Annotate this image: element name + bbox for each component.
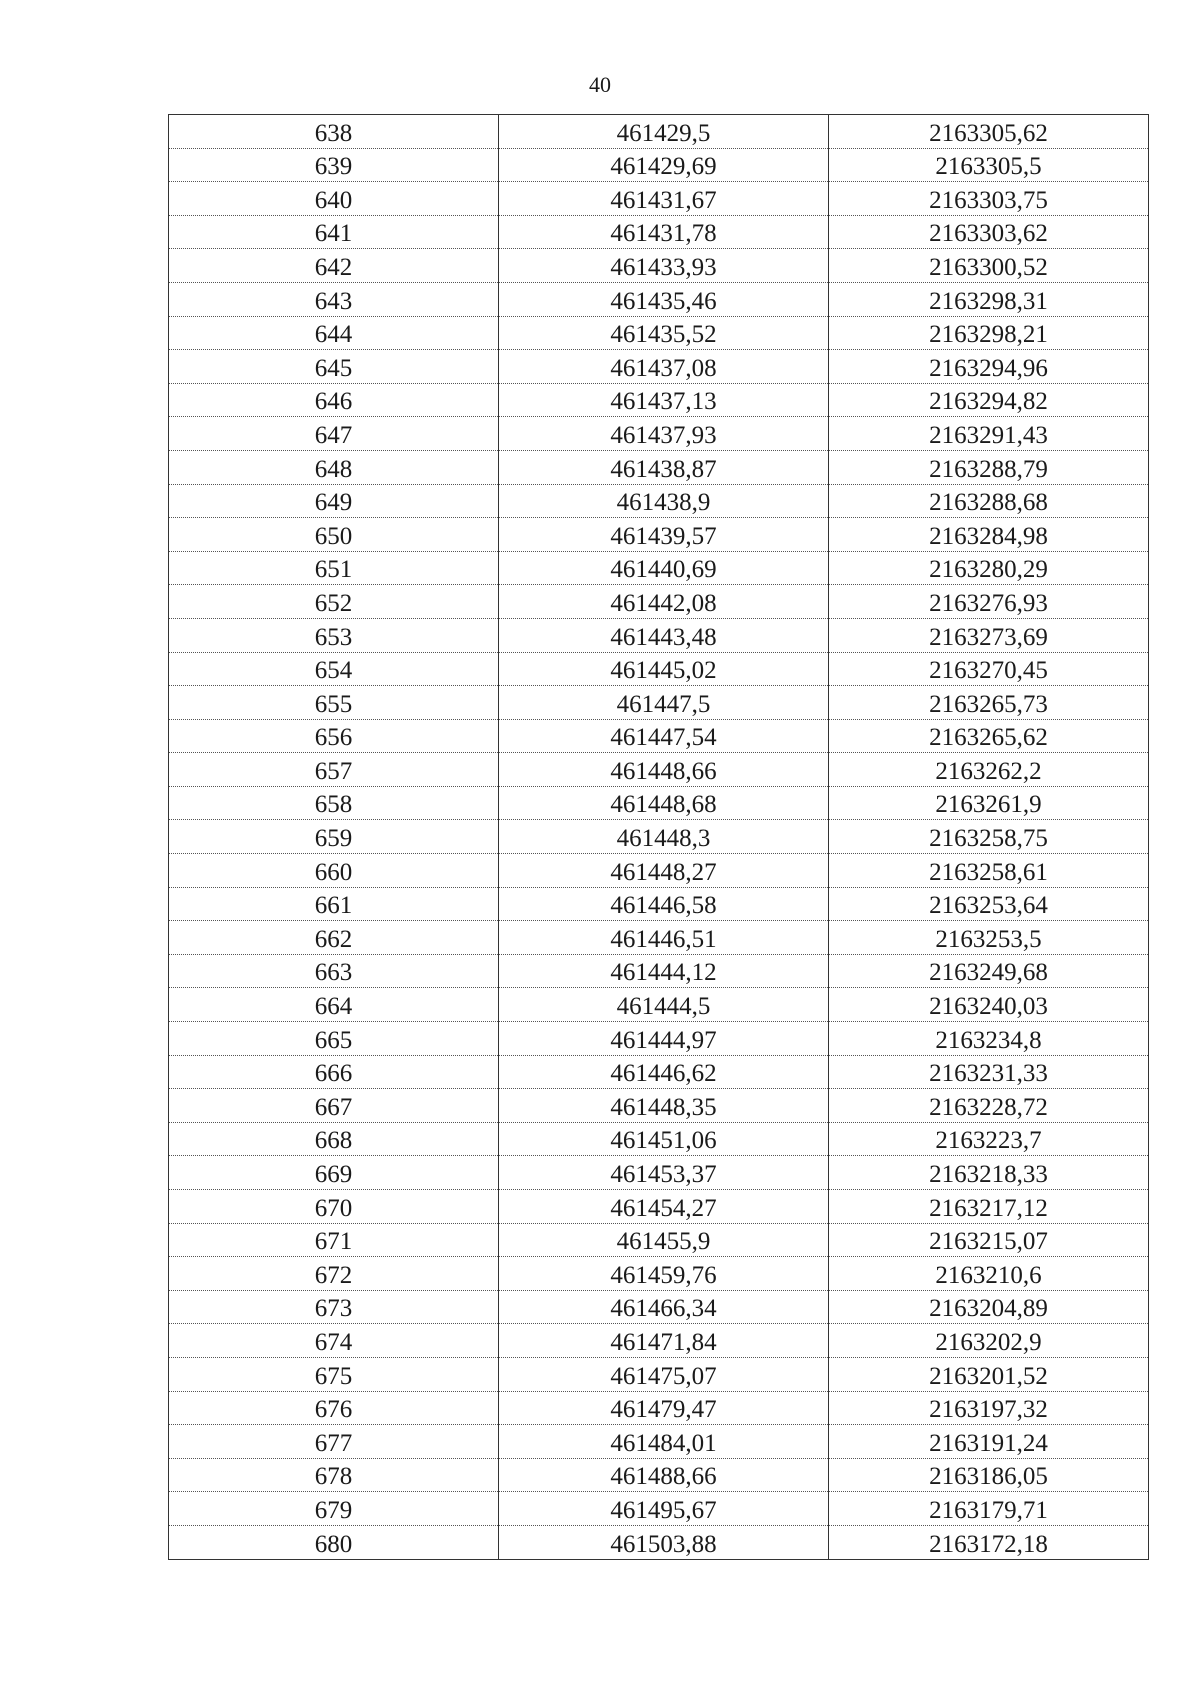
x-coordinate-cell: 461438,9 <box>499 484 829 518</box>
table-row <box>169 921 1149 955</box>
table-row <box>169 518 1149 552</box>
point-number-cell: 657 <box>169 753 499 787</box>
x-coordinate-cell: 461484,01 <box>499 1425 829 1459</box>
x-coordinate-cell: 461444,5 <box>499 988 829 1022</box>
table-row <box>169 1525 1149 1559</box>
y-coordinate-cell: 2163197,32 <box>829 1391 1149 1425</box>
point-number-cell: 649 <box>169 484 499 518</box>
table-row <box>169 148 1149 182</box>
table-row <box>169 1055 1149 1089</box>
table-row <box>169 1022 1149 1056</box>
table-row <box>169 316 1149 350</box>
x-coordinate-cell: 461448,27 <box>499 854 829 888</box>
point-number-cell: 644 <box>169 316 499 350</box>
x-coordinate-cell: 461448,68 <box>499 786 829 820</box>
point-number-cell: 660 <box>169 854 499 888</box>
y-coordinate-cell: 2163276,93 <box>829 585 1149 619</box>
table-row <box>169 383 1149 417</box>
point-number-cell: 659 <box>169 820 499 854</box>
table-row <box>169 854 1149 888</box>
table-row <box>169 1425 1149 1459</box>
y-coordinate-cell: 2163270,45 <box>829 652 1149 686</box>
table-row <box>169 753 1149 787</box>
point-number-cell: 664 <box>169 988 499 1022</box>
y-coordinate-cell: 2163258,75 <box>829 820 1149 854</box>
point-number-cell: 643 <box>169 282 499 316</box>
x-coordinate-cell: 461448,66 <box>499 753 829 787</box>
x-coordinate-cell: 461444,12 <box>499 954 829 988</box>
point-number-cell: 667 <box>169 1089 499 1123</box>
table-row <box>169 652 1149 686</box>
point-number-cell: 678 <box>169 1458 499 1492</box>
x-coordinate-cell: 461451,06 <box>499 1122 829 1156</box>
table-row <box>169 1458 1149 1492</box>
x-coordinate-cell: 461448,3 <box>499 820 829 854</box>
table-row <box>169 484 1149 518</box>
x-coordinate-cell: 461437,93 <box>499 417 829 451</box>
table-row <box>169 450 1149 484</box>
y-coordinate-cell: 2163240,03 <box>829 988 1149 1022</box>
y-coordinate-cell: 2163284,98 <box>829 518 1149 552</box>
y-coordinate-cell: 2163273,69 <box>829 618 1149 652</box>
y-coordinate-cell: 2163253,5 <box>829 921 1149 955</box>
point-number-cell: 661 <box>169 887 499 921</box>
y-coordinate-cell: 2163288,68 <box>829 484 1149 518</box>
point-number-cell: 652 <box>169 585 499 619</box>
y-coordinate-cell: 2163298,21 <box>829 316 1149 350</box>
x-coordinate-cell: 461488,66 <box>499 1458 829 1492</box>
point-number-cell: 673 <box>169 1290 499 1324</box>
point-number-cell: 662 <box>169 921 499 955</box>
x-coordinate-cell: 461447,54 <box>499 719 829 753</box>
y-coordinate-cell: 2163258,61 <box>829 854 1149 888</box>
point-number-cell: 638 <box>169 115 499 149</box>
point-number-cell: 665 <box>169 1022 499 1056</box>
table-row <box>169 954 1149 988</box>
y-coordinate-cell: 2163231,33 <box>829 1055 1149 1089</box>
x-coordinate-cell: 461503,88 <box>499 1525 829 1559</box>
x-coordinate-cell: 461433,93 <box>499 249 829 283</box>
x-coordinate-cell: 461459,76 <box>499 1257 829 1291</box>
point-number-cell: 680 <box>169 1525 499 1559</box>
x-coordinate-cell: 461443,48 <box>499 618 829 652</box>
point-number-cell: 658 <box>169 786 499 820</box>
table-row <box>169 182 1149 216</box>
y-coordinate-cell: 2163249,68 <box>829 954 1149 988</box>
y-coordinate-cell: 2163201,52 <box>829 1357 1149 1391</box>
y-coordinate-cell: 2163261,9 <box>829 786 1149 820</box>
table-row <box>169 1324 1149 1358</box>
point-number-cell: 666 <box>169 1055 499 1089</box>
y-coordinate-cell: 2163300,52 <box>829 249 1149 283</box>
y-coordinate-cell: 2163265,73 <box>829 686 1149 720</box>
point-number-cell: 676 <box>169 1391 499 1425</box>
y-coordinate-cell: 2163253,64 <box>829 887 1149 921</box>
point-number-cell: 674 <box>169 1324 499 1358</box>
y-coordinate-cell: 2163298,31 <box>829 282 1149 316</box>
table-row <box>169 820 1149 854</box>
x-coordinate-cell: 461429,5 <box>499 115 829 149</box>
y-coordinate-cell: 2163202,9 <box>829 1324 1149 1358</box>
point-number-cell: 671 <box>169 1223 499 1257</box>
table-row <box>169 1156 1149 1190</box>
x-coordinate-cell: 461437,08 <box>499 350 829 384</box>
y-coordinate-cell: 2163265,62 <box>829 719 1149 753</box>
x-coordinate-cell: 461440,69 <box>499 551 829 585</box>
point-number-cell: 650 <box>169 518 499 552</box>
x-coordinate-cell: 461431,67 <box>499 182 829 216</box>
x-coordinate-cell: 461431,78 <box>499 215 829 249</box>
x-coordinate-cell: 461446,51 <box>499 921 829 955</box>
x-coordinate-cell: 461435,52 <box>499 316 829 350</box>
table-row <box>169 686 1149 720</box>
y-coordinate-cell: 2163294,96 <box>829 350 1149 384</box>
point-number-cell: 656 <box>169 719 499 753</box>
x-coordinate-cell: 461495,67 <box>499 1492 829 1526</box>
table-row <box>169 551 1149 585</box>
x-coordinate-cell: 461455,9 <box>499 1223 829 1257</box>
table-row <box>169 115 1149 149</box>
y-coordinate-cell: 2163234,8 <box>829 1022 1149 1056</box>
y-coordinate-cell: 2163179,71 <box>829 1492 1149 1526</box>
table-row <box>169 215 1149 249</box>
point-number-cell: 670 <box>169 1190 499 1224</box>
x-coordinate-cell: 461442,08 <box>499 585 829 619</box>
table-row <box>169 988 1149 1022</box>
point-number-cell: 642 <box>169 249 499 283</box>
point-number-cell: 655 <box>169 686 499 720</box>
y-coordinate-cell: 2163210,6 <box>829 1257 1149 1291</box>
x-coordinate-cell: 461435,46 <box>499 282 829 316</box>
point-number-cell: 640 <box>169 182 499 216</box>
table-row <box>169 1089 1149 1123</box>
table-row <box>169 1492 1149 1526</box>
y-coordinate-cell: 2163215,07 <box>829 1223 1149 1257</box>
y-coordinate-cell: 2163228,72 <box>829 1089 1149 1123</box>
x-coordinate-cell: 461437,13 <box>499 383 829 417</box>
table-row <box>169 1190 1149 1224</box>
table-row <box>169 282 1149 316</box>
point-number-cell: 654 <box>169 652 499 686</box>
y-coordinate-cell: 2163288,79 <box>829 450 1149 484</box>
x-coordinate-cell: 461475,07 <box>499 1357 829 1391</box>
x-coordinate-cell: 461454,27 <box>499 1190 829 1224</box>
point-number-cell: 663 <box>169 954 499 988</box>
y-coordinate-cell: 2163305,5 <box>829 148 1149 182</box>
x-coordinate-cell: 461439,57 <box>499 518 829 552</box>
y-coordinate-cell: 2163280,29 <box>829 551 1149 585</box>
point-number-cell: 675 <box>169 1357 499 1391</box>
point-number-cell: 646 <box>169 383 499 417</box>
y-coordinate-cell: 2163191,24 <box>829 1425 1149 1459</box>
x-coordinate-cell: 461429,69 <box>499 148 829 182</box>
y-coordinate-cell: 2163172,18 <box>829 1525 1149 1559</box>
table-row <box>169 350 1149 384</box>
x-coordinate-cell: 461444,97 <box>499 1022 829 1056</box>
y-coordinate-cell: 2163291,43 <box>829 417 1149 451</box>
y-coordinate-cell: 2163186,05 <box>829 1458 1149 1492</box>
page-number: 40 <box>589 72 611 97</box>
x-coordinate-cell: 461453,37 <box>499 1156 829 1190</box>
y-coordinate-cell: 2163262,2 <box>829 753 1149 787</box>
table-row <box>169 786 1149 820</box>
x-coordinate-cell: 461471,84 <box>499 1324 829 1358</box>
point-number-cell: 639 <box>169 148 499 182</box>
point-number-cell: 653 <box>169 618 499 652</box>
point-number-cell: 672 <box>169 1257 499 1291</box>
point-number-cell: 641 <box>169 215 499 249</box>
point-number-cell: 669 <box>169 1156 499 1190</box>
y-coordinate-cell: 2163294,82 <box>829 383 1149 417</box>
point-number-cell: 668 <box>169 1122 499 1156</box>
x-coordinate-cell: 461448,35 <box>499 1089 829 1123</box>
x-coordinate-cell: 461447,5 <box>499 686 829 720</box>
table-row <box>169 1257 1149 1291</box>
table-row <box>169 1122 1149 1156</box>
coordinates-table-body <box>169 115 1149 1560</box>
table-row <box>169 585 1149 619</box>
table-row <box>169 1391 1149 1425</box>
table-row <box>169 249 1149 283</box>
x-coordinate-cell: 461466,34 <box>499 1290 829 1324</box>
point-number-cell: 645 <box>169 350 499 384</box>
y-coordinate-cell: 2163217,12 <box>829 1190 1149 1224</box>
table-row <box>169 1223 1149 1257</box>
x-coordinate-cell: 461479,47 <box>499 1391 829 1425</box>
x-coordinate-cell: 461445,02 <box>499 652 829 686</box>
point-number-cell: 647 <box>169 417 499 451</box>
y-coordinate-cell: 2163204,89 <box>829 1290 1149 1324</box>
y-coordinate-cell: 2163303,75 <box>829 182 1149 216</box>
point-number-cell: 648 <box>169 450 499 484</box>
table-row <box>169 887 1149 921</box>
point-number-cell: 679 <box>169 1492 499 1526</box>
x-coordinate-cell: 461438,87 <box>499 450 829 484</box>
table-row <box>169 417 1149 451</box>
table-row <box>169 1290 1149 1324</box>
y-coordinate-cell: 2163218,33 <box>829 1156 1149 1190</box>
y-coordinate-cell: 2163303,62 <box>829 215 1149 249</box>
y-coordinate-cell: 2163223,7 <box>829 1122 1149 1156</box>
x-coordinate-cell: 461446,62 <box>499 1055 829 1089</box>
table-row <box>169 618 1149 652</box>
y-coordinate-cell: 2163305,62 <box>829 115 1149 149</box>
coordinates-table <box>168 114 1149 1560</box>
table-row <box>169 719 1149 753</box>
table-row <box>169 1357 1149 1391</box>
point-number-cell: 677 <box>169 1425 499 1459</box>
point-number-cell: 651 <box>169 551 499 585</box>
x-coordinate-cell: 461446,58 <box>499 887 829 921</box>
